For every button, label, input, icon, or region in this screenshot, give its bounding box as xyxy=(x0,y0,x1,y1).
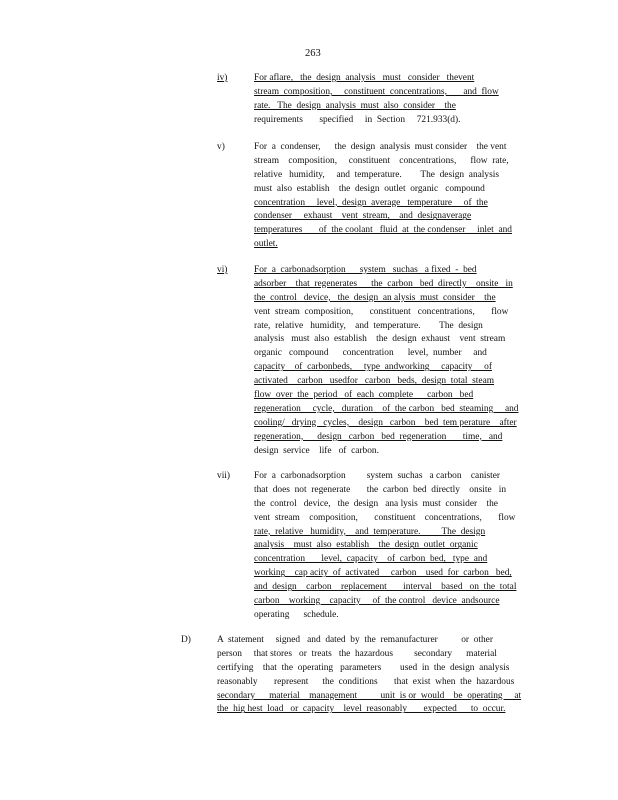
text-line: rate, relative humidity, and temperature. The design xyxy=(254,526,486,537)
text-line: outlet. xyxy=(254,239,278,250)
text-line: For a condenser, the design analysis must consider the vent xyxy=(254,142,507,152)
text-line: and design carbon replacement interval based on the total xyxy=(254,582,517,593)
text-line: working cap acity of activated carbon used for carbon bed, xyxy=(254,568,512,579)
item-marker: vii) xyxy=(217,471,231,481)
item-text xyxy=(254,72,534,128)
text-line: the hig hest load or capacity level reasonably expected to occur. xyxy=(217,704,506,715)
item-text xyxy=(254,141,536,252)
item-text xyxy=(254,470,544,623)
text-line: temperatures of the coolant fluid at the condenser inlet and xyxy=(254,225,512,236)
text-line: cooling/ drying cycles, design carbon bed tem perature after xyxy=(254,417,517,428)
text-line: flow over the period of each complete carbon bed xyxy=(254,390,474,401)
text-line: regeneration, design carbon bed regeneration time, and xyxy=(254,431,503,442)
text-line: relative humidity, and temperature. The design analysis xyxy=(254,169,499,180)
text-line: that does not regenerate the carbon bed directly onsite in xyxy=(254,484,507,495)
text-line: condenser exhaust vent stream, and designaverage xyxy=(254,211,472,222)
text-line: operating schedule. xyxy=(254,609,339,620)
text-line: concentration level, design average temperature of the xyxy=(254,197,488,208)
text-line: A statement signed and dated by the remanufacturer or other xyxy=(217,635,493,645)
text-line: analysis must also establish the design exhaust vent stream xyxy=(254,334,506,345)
text-line: reasonably represent the conditions that exist when the hazardous xyxy=(217,676,515,687)
text-line: the control device, the design an alysis must consider the xyxy=(254,292,496,303)
item-marker: iv) xyxy=(217,73,228,83)
text-line: activated carbon usedfor carbon beds, design total steam xyxy=(254,376,495,387)
text-line: adsorber that regenerates the carbon bed directly onsite in xyxy=(254,278,513,289)
text-line: the control device, the design ana lysis must consider the xyxy=(254,498,498,509)
text-line: design service life of carbon. xyxy=(254,445,379,456)
text-line: certifying that the operating parameters used in the design analysis xyxy=(217,662,510,673)
text-line: capacity of carbonbeds, type andworking capacity of xyxy=(254,362,492,373)
text-line: carbon working capacity of the control device andsource xyxy=(254,596,500,607)
text-line: organic compound concentration level, number and xyxy=(254,348,487,359)
item-text xyxy=(217,634,537,717)
text-line: person that stores or treats the hazardous secondary material xyxy=(217,648,497,659)
item-text xyxy=(254,264,544,458)
text-line: vent stream composition, constituent concentrations, flow xyxy=(254,512,516,523)
text-line: rate. The design analysis must also consider the xyxy=(254,100,456,111)
item-marker: vi) xyxy=(217,265,228,275)
text-line: secondary material management unit is or would be operating at xyxy=(217,690,522,701)
text-line: For aflare, the design analysis must consider thevent xyxy=(254,73,475,83)
text-line: vent stream composition, constituent concentrations, flow xyxy=(254,306,509,317)
text-line: For a carbonadsorption system suchas a fixed - bed xyxy=(254,265,477,275)
item-marker: v) xyxy=(217,142,225,152)
text-line: regeneration cycle, duration of the carbon bed steaming and xyxy=(254,403,519,414)
text-line: must also establish the design outlet organic compound xyxy=(254,183,485,194)
page-number: 263 xyxy=(305,48,321,59)
text-line: analysis must also establish the design outlet organic xyxy=(254,540,478,551)
text-line: stream composition, constituent concentrations, flow rate, xyxy=(254,155,509,166)
text-line: rate, relative humidity, and temperature. The design xyxy=(254,320,483,331)
item-marker: D) xyxy=(181,635,191,645)
text-line: For a carbonadsorption system suchas a carbon canister xyxy=(254,471,501,481)
text-line: stream composition, constituent concentrations, and flow xyxy=(254,86,499,97)
text-line: requirements specified in Section 721.933(d). xyxy=(254,114,461,125)
text-line: concentration level, capacity of carbon bed, type and xyxy=(254,554,488,565)
